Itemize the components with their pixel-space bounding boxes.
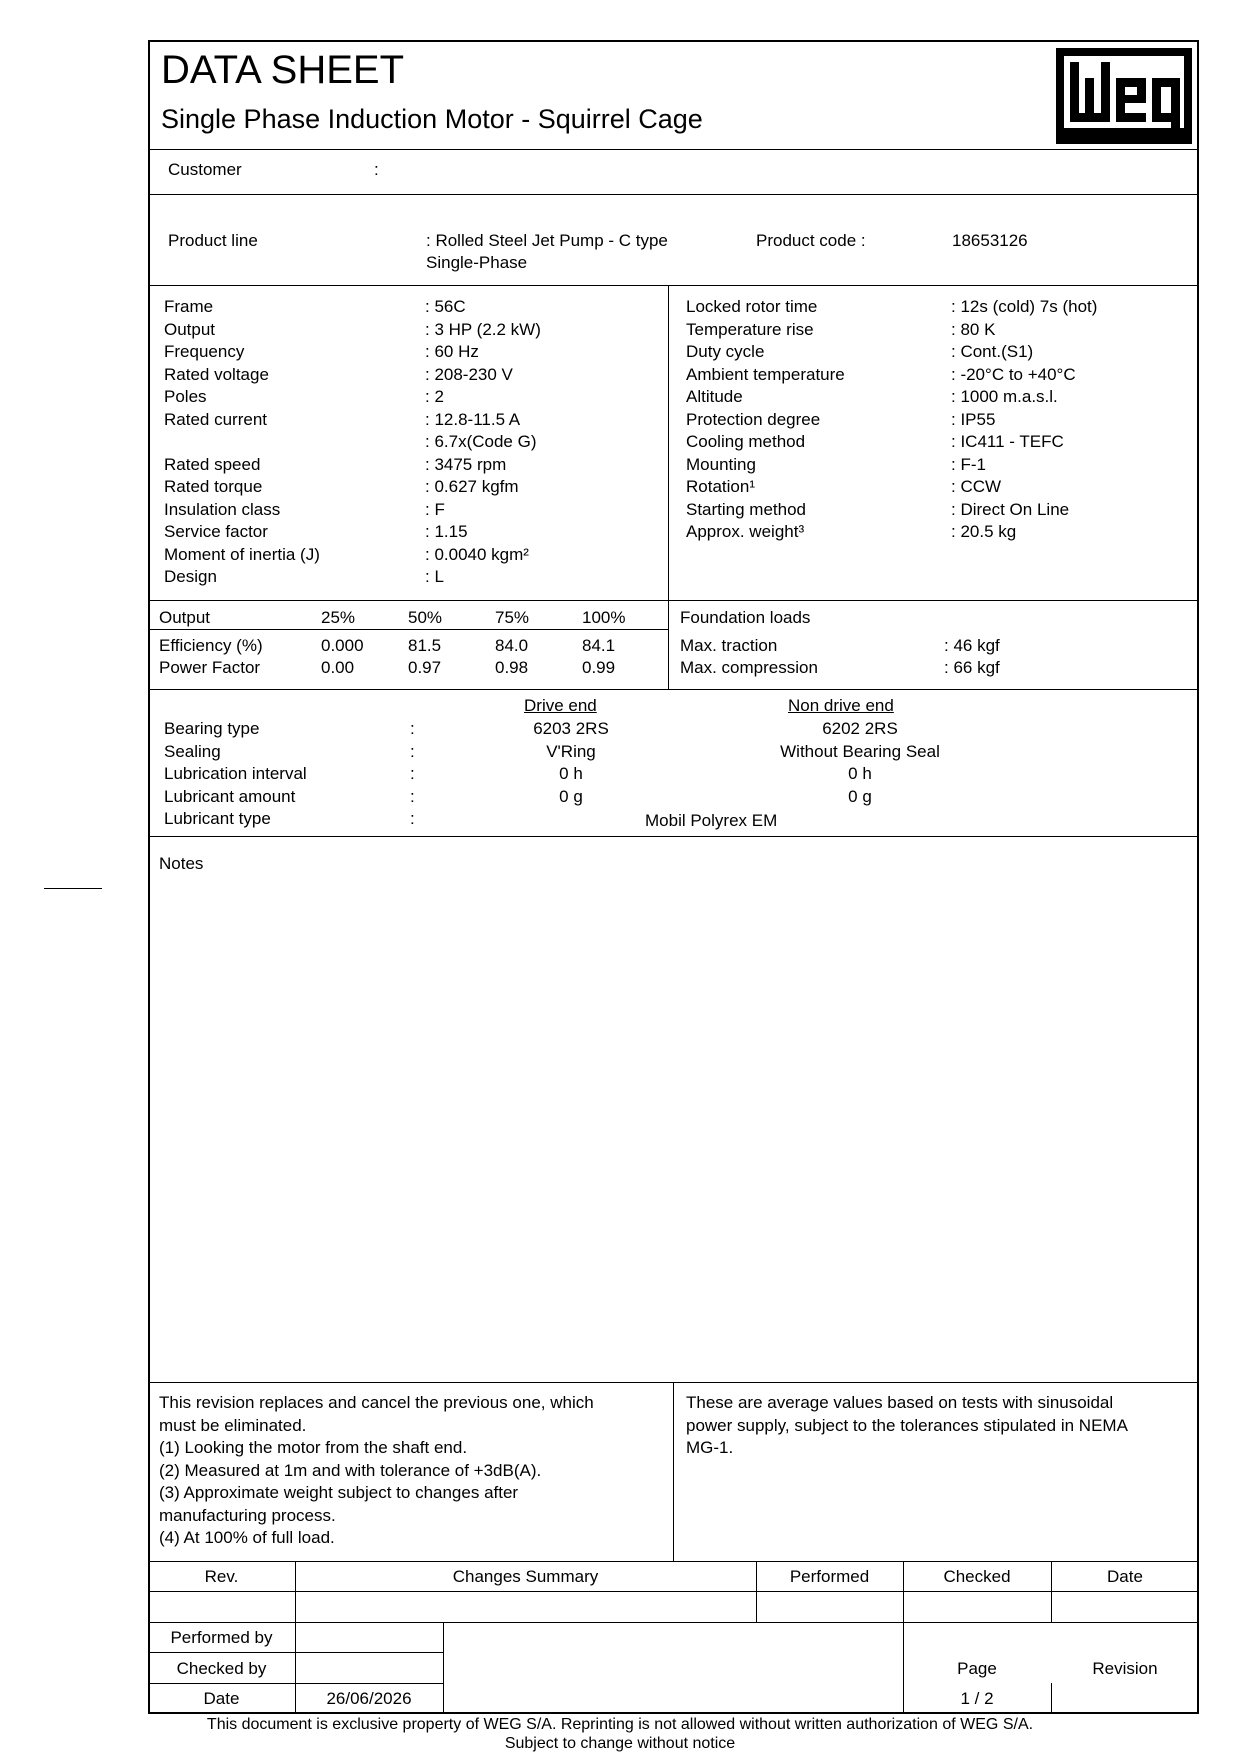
performed-by-label: Performed by (170, 1628, 273, 1647)
max-compression-label: Max. compression (680, 658, 818, 677)
date-label: Date (203, 1689, 240, 1708)
spec-value: : Cont.(S1) (951, 342, 1034, 361)
bearing-colon: : (410, 741, 415, 761)
spec-value: : 60 Hz (425, 342, 479, 361)
spec-value: : IP55 (951, 409, 996, 429)
bearing-label: Lubrication interval (164, 764, 307, 783)
footer-notice: Subject to change without notice (504, 1735, 736, 1752)
changes-summary-header: Changes Summary (452, 1567, 599, 1586)
bearing-labels (164, 718, 307, 831)
spec-label: Rotation¹ (686, 477, 755, 496)
spec-label: Temperature rise (686, 319, 814, 339)
efficiency-cell: 0.000 (321, 636, 364, 655)
spec-label: Approx. weight³ (686, 522, 805, 541)
bearing-colons (410, 718, 415, 831)
page-value: 1 / 2 (960, 1689, 994, 1708)
spec-value: : 0.627 kgfm (425, 477, 519, 496)
page-label: Page (957, 1659, 997, 1678)
specs-right-values (951, 296, 1097, 544)
remark-line: (1) Looking the motor from the shaft end. (159, 1438, 468, 1457)
foundation-title: Foundation loads (680, 608, 811, 627)
page-title: DATA SHEET (161, 48, 405, 92)
divider (673, 1382, 674, 1561)
spec-value: : -20°C to +40°C (951, 364, 1076, 384)
spec-value: : 3 HP (2.2 kW) (425, 319, 541, 339)
load-table-header: 25% (321, 608, 356, 627)
revision-label: Revision (1092, 1659, 1158, 1678)
spec-value: : 80 K (951, 319, 996, 339)
power-factor-label: Power Factor (159, 658, 261, 677)
spec-label: Rated current (164, 409, 267, 429)
spec-value: : CCW (951, 477, 1002, 496)
spec-value: : Direct On Line (951, 499, 1070, 519)
spec-label: Rated torque (164, 477, 263, 496)
remark-line: (2) Measured at 1m and with tolerance of +3dB(A). (159, 1460, 542, 1480)
footer-disclaimer: This document is exclusive property of WEG S/A. Reprinting is not allowed without written authorization of WEG S/A. (206, 1716, 1034, 1733)
power-factor-cell: 0.98 (495, 658, 529, 677)
spec-label: Moment of inertia (J) (164, 544, 320, 564)
spec-label: Protection degree (686, 409, 821, 429)
efficiency-cell: 84.0 (495, 636, 529, 655)
divider (443, 1622, 444, 1714)
date-value: 26/06/2026 (326, 1689, 412, 1708)
remark-line: (4) At 100% of full load. (159, 1528, 335, 1547)
remark-line: (3) Approximate weight subject to changes after (159, 1483, 519, 1502)
bearing-label: Bearing type (164, 719, 260, 738)
spec-label: Service factor (164, 522, 268, 541)
spec-label: Output (164, 319, 216, 339)
spec-label: Poles (164, 387, 207, 406)
page-subtitle: Single Phase Induction Motor - Squirrel Cage (161, 104, 703, 134)
non-drive-end-value: 0 g (848, 786, 872, 806)
spec-value: : 56C (425, 297, 466, 316)
power-factor-cell: 0.99 (582, 658, 616, 677)
load-table-header: 75% (495, 608, 530, 627)
bearing-colon: : (410, 764, 415, 783)
spec-value: : 2 (425, 387, 444, 406)
spec-label: Design (164, 567, 217, 586)
spec-label: Cooling method (686, 432, 806, 451)
spec-value: : F-1 (951, 454, 986, 474)
specs-right-labels (686, 296, 845, 544)
divider (148, 836, 1199, 837)
spec-value: : L (425, 567, 444, 586)
notes-label: Notes (159, 854, 204, 873)
date-header: Date (1107, 1567, 1143, 1586)
weg-logo (1056, 48, 1192, 144)
specs-left-values (425, 296, 541, 589)
spec-value: : F (425, 499, 445, 519)
spec-label: Frequency (164, 342, 245, 361)
product-code-label: Product code : (756, 231, 866, 250)
efficiency-cell: 84.1 (582, 636, 616, 655)
checked-header: Checked (943, 1567, 1011, 1586)
product-line-value: : Rolled Steel Jet Pump - C type (426, 231, 668, 250)
product-line-label: Product line (168, 231, 258, 250)
spec-value: : 12.8-11.5 A (425, 409, 521, 429)
bearing-colon: : (410, 809, 415, 828)
divider (148, 1561, 1199, 1562)
checked-by-label: Checked by (176, 1659, 267, 1678)
drive-end-values (471, 718, 671, 808)
power-factor-cell: 0.97 (408, 658, 442, 677)
non-drive-end-value: 0 h (848, 764, 872, 783)
load-table-header: 100% (582, 608, 626, 627)
product-line-value-2: Single-Phase (426, 253, 528, 272)
spec-label (164, 431, 320, 454)
margin-mark (44, 888, 102, 889)
divider (1051, 1683, 1052, 1714)
remarks-left (159, 1392, 664, 1550)
spec-value: : 0.0040 kgm² (425, 544, 529, 564)
spec-label: Locked rotor time (686, 297, 818, 316)
load-table-header: 50% (408, 608, 443, 627)
spec-value: : 1000 m.a.s.l. (951, 387, 1058, 406)
max-compression-value: : 66 kgf (944, 658, 1000, 677)
divider (148, 689, 1199, 690)
spec-value: : IC411 - TEFC (951, 432, 1064, 451)
spec-label: Rated speed (164, 454, 261, 474)
bearing-label: Sealing (164, 741, 221, 761)
remark-line: must be eliminated. (159, 1415, 307, 1435)
spec-value: : 3475 rpm (425, 454, 507, 474)
divider (148, 629, 668, 630)
drive-end-header: Drive end (524, 696, 597, 715)
remark-line: MG-1. (686, 1438, 734, 1457)
divider (148, 1622, 1199, 1623)
power-factor-cell: 0.00 (321, 658, 355, 677)
bearing-label: Lubricant amount (164, 786, 296, 806)
non-drive-end-header: Non drive end (788, 696, 894, 715)
spec-value: : 12s (cold) 7s (hot) (951, 297, 1098, 316)
max-traction-label: Max. traction (680, 636, 778, 655)
efficiency-label: Efficiency (%) (159, 636, 263, 655)
divider (148, 285, 1199, 286)
spec-value: : 20.5 kg (951, 522, 1017, 541)
divider (148, 600, 1199, 601)
drive-end-value: 0 h (559, 764, 583, 783)
rev-header: Rev. (204, 1567, 239, 1586)
drive-end-value: 6203 2RS (533, 719, 609, 738)
non-drive-end-value: Without Bearing Seal (780, 741, 940, 761)
bearing-colon: : (410, 786, 415, 806)
spec-label: Starting method (686, 499, 807, 519)
spec-label: Frame (164, 297, 214, 316)
remark-line: manufacturing process. (159, 1505, 336, 1525)
spec-value: : 208-230 V (425, 364, 513, 384)
max-traction-value: : 46 kgf (944, 636, 1000, 655)
spec-label: Mounting (686, 454, 756, 474)
drive-end-value: 0 g (559, 786, 583, 806)
remark-line: power supply, subject to the tolerances stipulated in NEMA (686, 1415, 1128, 1435)
divider (148, 1591, 1199, 1592)
non-drive-end-values (735, 718, 985, 808)
drive-end-value: V'Ring (546, 741, 596, 761)
specs-left-labels (164, 296, 320, 589)
divider (148, 149, 1199, 150)
spec-value: : 6.7x(Code G) (425, 432, 537, 451)
spec-label: Insulation class (164, 499, 281, 519)
efficiency-cell: 81.5 (408, 636, 442, 655)
customer-colon: : (374, 160, 379, 179)
product-code-value: 18653126 (952, 231, 1028, 250)
load-table-header: Output (159, 608, 211, 627)
remark-line: This revision replaces and cancel the previous one, which (159, 1393, 594, 1412)
spec-label: Altitude (686, 387, 743, 406)
non-drive-end-value: 6202 2RS (822, 719, 898, 738)
bearing-label: Lubricant type (164, 809, 271, 828)
customer-label: Customer (168, 160, 242, 179)
remark-line: These are average values based on tests with sinusoidal (686, 1393, 1114, 1412)
spec-value: : 1.15 (425, 522, 468, 541)
spec-label: Ambient temperature (686, 364, 845, 384)
spec-label: Rated voltage (164, 364, 269, 384)
bearing-colon: : (410, 719, 415, 738)
remarks-right (686, 1392, 1191, 1460)
spec-label: Duty cycle (686, 342, 765, 361)
lubricant-type-value: Mobil Polyrex EM (645, 811, 778, 830)
performed-header: Performed (789, 1567, 870, 1586)
divider (668, 285, 669, 689)
divider (148, 194, 1199, 195)
